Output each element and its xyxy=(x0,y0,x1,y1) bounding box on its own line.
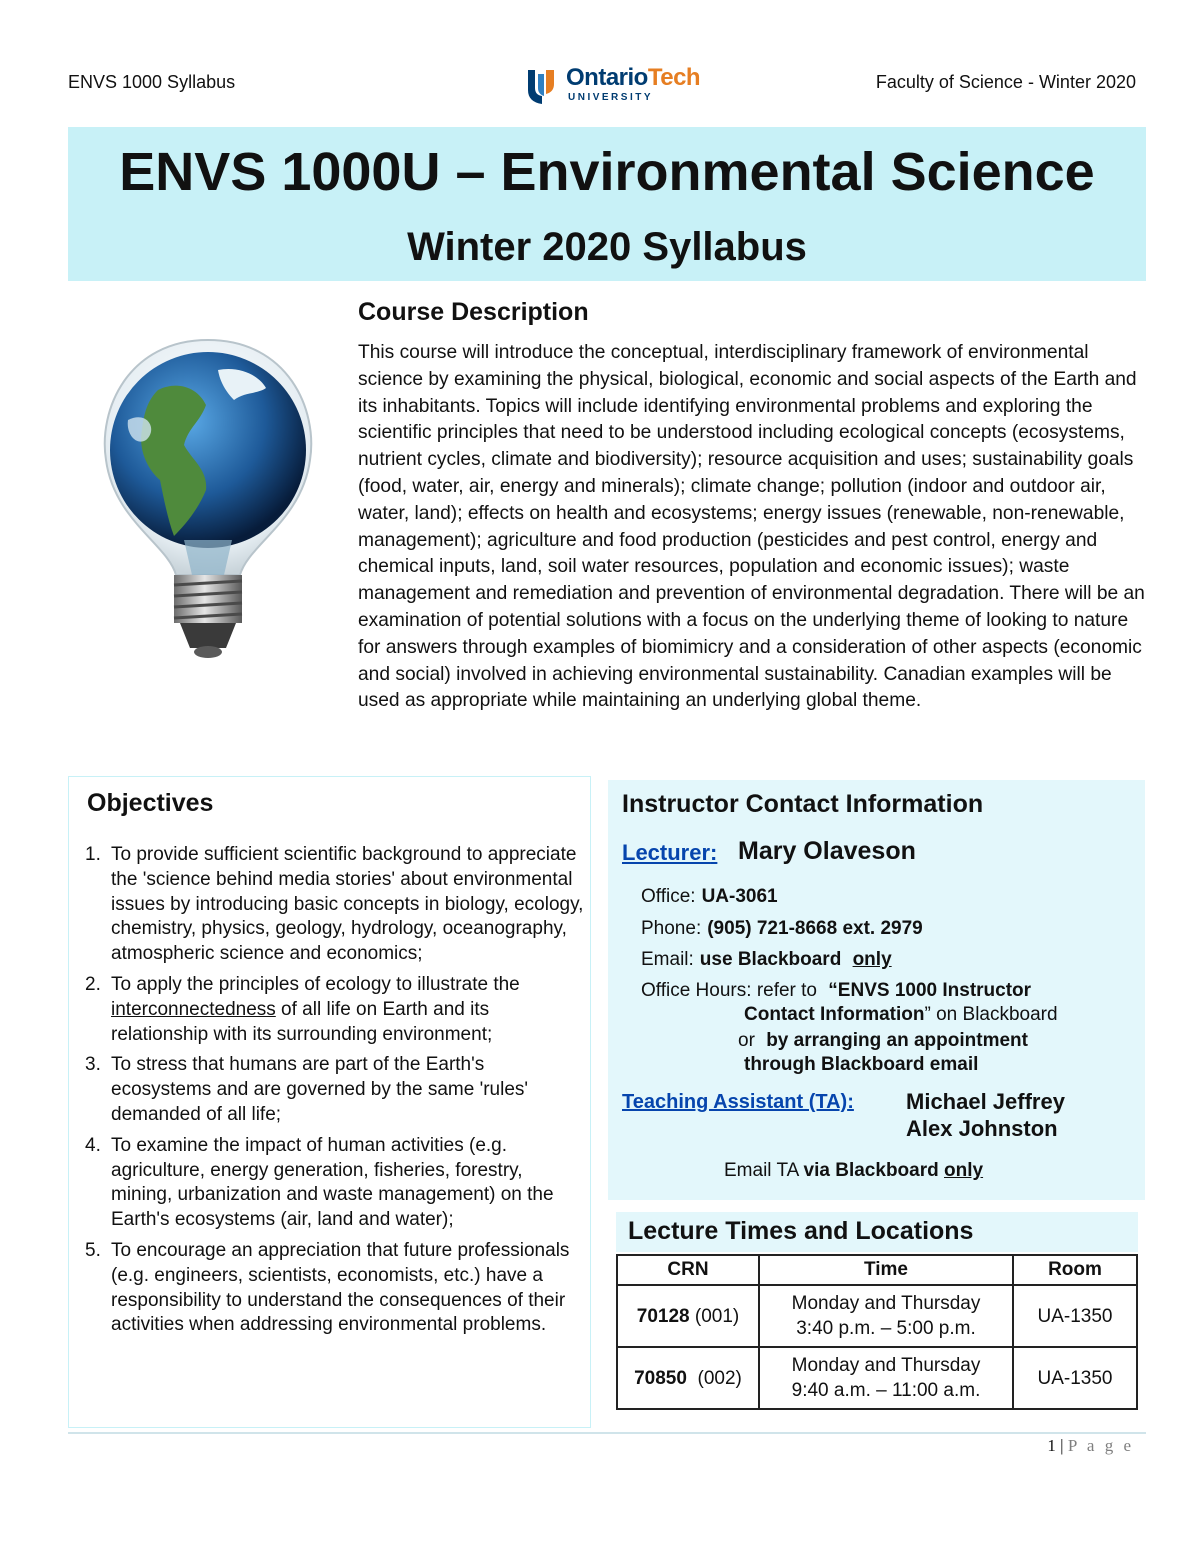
crn-cell: 70128 (001) xyxy=(617,1285,759,1347)
university-logo xyxy=(524,64,704,108)
column-header-room: Room xyxy=(1013,1255,1137,1285)
page-number: 1 | P a g e xyxy=(1047,1436,1134,1455)
room-cell: UA-1350 xyxy=(1013,1285,1137,1347)
instructor-contact-heading: Instructor Contact Information xyxy=(622,790,984,818)
email-row: Email: use Blackboard only xyxy=(641,949,892,970)
course-description-heading: Course Description xyxy=(358,298,589,326)
table-row xyxy=(617,1347,1137,1409)
objective-item: 5. To encourage an appreciation that future professionals (e.g. engineers, scientists, economists, etc.) have a responsibility to understand the consequences of their activities when addressing environmental problems. xyxy=(85,1239,570,1336)
office-row: Office: UA-3061 xyxy=(641,886,778,907)
university-shield-icon xyxy=(524,64,564,108)
objectives-list xyxy=(85,843,585,1344)
objectives-heading: Objectives xyxy=(87,789,214,817)
time-cell: Monday and Thursday 9:40 a.m. – 11:00 a.m. xyxy=(759,1347,1013,1409)
teaching-assistant-link[interactable]: Teaching Assistant (TA): xyxy=(622,1091,854,1113)
objective-item: 2. To apply the principles of ecology to illustrate the interconnectedness of all life on Earth and its relationship with its surrounding environment; xyxy=(85,973,520,1045)
logo-wordmark: OntarioTech xyxy=(566,64,701,91)
header-course-label: ENVS 1000 Syllabus xyxy=(68,72,236,92)
table-row xyxy=(617,1285,1137,1347)
lecture-times-heading: Lecture Times and Locations xyxy=(628,1217,974,1245)
logo-subtitle: UNIVERSITY xyxy=(568,92,654,103)
title-band xyxy=(68,127,1146,281)
ta-name: Alex Johnston xyxy=(906,1116,1058,1141)
column-header-time: Time xyxy=(759,1255,1013,1285)
lecturer-name: Mary Olaveson xyxy=(738,837,916,865)
phone-row: Phone: (905) 721-8668 ext. 2979 xyxy=(641,918,923,939)
office-hours-row-2: Contact Information” on Blackboard xyxy=(744,1004,1058,1025)
objective-item: 3. To stress that humans are part of the Earth's ecosystems and are governed by the same 'rules' demanded of all life; xyxy=(85,1054,529,1125)
email-ta-note: Email TA via Blackboard only xyxy=(724,1160,984,1181)
course-description-text: This course will introduce the conceptual, interdisciplinary framework of environmental science by examining the physical, biological, economic and social aspects of the Earth and its inhabitants. Topics will include identifying environmental problems and exploring the scientific principles that need to be understood including ecological concepts (ecosystems, nutrient cycles, climate and biodiversity); resource acquisition and uses; sustainability goals (food, water, air, energy and minerals); climate change; pollution (indoor and outdoor air, water, land); effects on health and ecosystems; energy issues (renewable, non-renewable, management); agriculture and food production (pesticides and pest control, energy and chemical inputs, land, soil water resources, population and economic issues); waste management and remediation and prevention of environmental degradation. There will be an examination of potential solutions with a focus on the underlying theme of looking to nature for answers through examples of biomimicry and a consideration of other aspects (economic and social) involved in achieving environmental sustainability. Canadian examples will be used as appropriate while maintaining an underlying global theme. xyxy=(358,342,1145,712)
objective-item: 1. To provide sufficient scientific background to appreciate the 'science behind media stories' about environmental issues by introducing basic concepts in biology, ecology, chemistry, physics, geology, hydrology, oceanography, atmospheric science and economics; xyxy=(85,844,584,965)
objectives-panel xyxy=(68,776,591,1428)
ta-name: Michael Jeffrey xyxy=(906,1089,1065,1114)
room-cell: UA-1350 xyxy=(1013,1347,1137,1409)
footer-divider xyxy=(68,1432,1146,1434)
teaching-assistant-names xyxy=(906,1088,1065,1142)
time-cell: Monday and Thursday 3:40 p.m. – 5:00 p.m. xyxy=(759,1285,1013,1347)
table-header-row xyxy=(617,1255,1137,1285)
instructor-contact-panel xyxy=(608,780,1145,1200)
office-hours-row-4: through Blackboard email xyxy=(744,1054,979,1075)
crn-cell: 70850 (002) xyxy=(617,1347,759,1409)
office-hours-row: Office Hours: refer to “ENVS 1000 Instructor xyxy=(641,980,1032,1001)
page-subtitle: Winter 2020 Syllabus xyxy=(407,225,807,269)
column-header-crn: CRN xyxy=(617,1255,759,1285)
objective-item: 4. To examine the impact of human activities (e.g. agriculture, energy generation, fisheries, forestry, mining, urbanization and waste management) on the Earth's ecosystems (air, land and water); xyxy=(85,1134,554,1231)
page-title: ENVS 1000U – Environmental Science xyxy=(119,142,1095,202)
lecturer-link[interactable]: Lecturer: xyxy=(622,840,718,865)
lecture-times-table xyxy=(616,1254,1138,1410)
earth-lightbulb-image xyxy=(88,330,328,720)
office-hours-row-3: or by arranging an appointment xyxy=(738,1030,1028,1051)
header-faculty-label: Faculty of Science - Winter 2020 xyxy=(875,72,1136,92)
